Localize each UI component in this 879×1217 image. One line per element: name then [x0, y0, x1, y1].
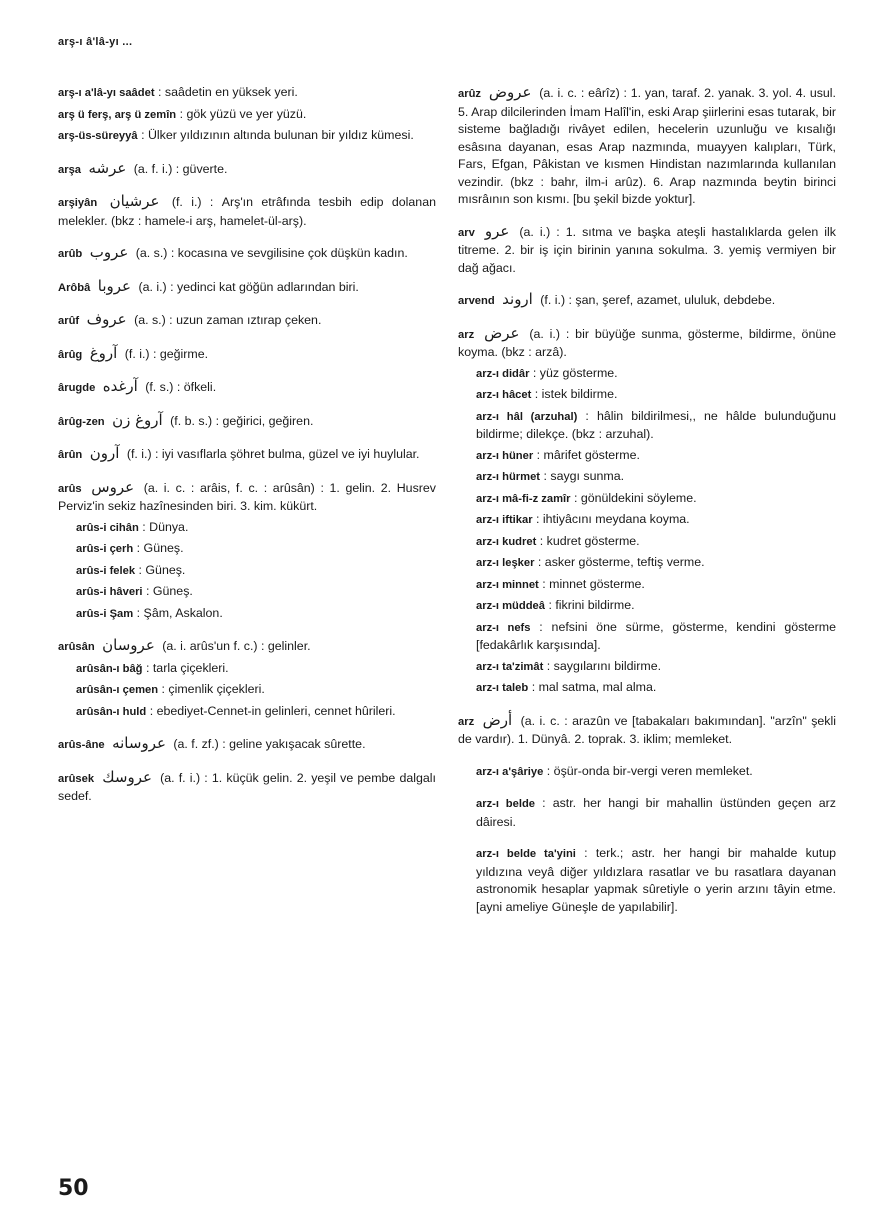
entry-definition: : minnet gösterme. [542, 576, 645, 591]
entry-headword: arv [458, 226, 475, 239]
entry-headword: arûb [58, 248, 83, 260]
entry-definition: : saygılarını bildirme. [546, 658, 662, 673]
entry-definition: : Güneş. [146, 584, 193, 598]
dictionary-entry [476, 845, 836, 916]
entry-definition: : fikrini bildirme. [548, 598, 635, 612]
dictionary-entry [76, 562, 436, 581]
entry-arabic-script: عروض [488, 83, 532, 101]
entry-definition: : gök yüzü ve yer yüzü. [179, 106, 307, 121]
dictionary-entry [476, 763, 836, 782]
dictionary-entry [476, 468, 836, 487]
dictionary-entry [476, 386, 836, 405]
entry-definition: : Şâm, Askalon. [136, 605, 223, 620]
entry-headword: arz [458, 328, 475, 341]
entry-definition: (a. s.) : kocasına ve sevgilisine çok düşkün kadın. [135, 246, 408, 260]
dictionary-entry [476, 576, 836, 595]
dictionary-entry [58, 84, 436, 103]
entry-arabic-script: آروغ [89, 343, 118, 362]
entry-headword: arûsân-ı huld [76, 705, 147, 718]
entry-definition: : öşür-onda bir-vergi veren memleket. [546, 763, 753, 778]
dictionary-entry [458, 84, 836, 209]
entry-headword: arz-ı hâl (arzuhal) [476, 410, 578, 423]
running-head: arş-ı â'lâ-yı ... [58, 36, 133, 48]
dictionary-entry [58, 278, 436, 298]
dictionary-entry [58, 378, 436, 398]
entry-definition: : kudret gösterme. [539, 533, 640, 548]
entry-headword: Arôbâ [58, 281, 91, 294]
entry-arabic-script: عروف [86, 310, 127, 328]
entry-definition: : astr. her hangi bir mahallin üstünden geçen arz dâiresi. [476, 796, 836, 829]
dictionary-entry [76, 519, 436, 538]
right-column [458, 84, 836, 918]
entry-definition: (a. f. i.) : güverte. [133, 161, 228, 176]
entry-headword: arz-ı minnet [476, 578, 539, 591]
entry-headword: arûs-âne [58, 739, 105, 751]
entry-headword: arz-ı iftikar [476, 514, 533, 526]
entry-headword: arûs-i felek [76, 564, 136, 577]
entry-definition: (f. i.) : şan, şeref, azamet, ululuk, debdebe. [540, 293, 776, 307]
entry-arabic-script: اروند [502, 290, 533, 308]
entry-headword: arûs-i hâveri [76, 586, 143, 598]
entry-definition: : terk.; astr. her hangi bir mahalde kutup yıldızına veyâ diğer yıldızlara rasatlar ve bu rasatlara dayanan astronomik hesaplar yapmak sûretiyle o yerin arzını tâyin etme. [ayni ameliye Güneşle de yapılabilir]. [476, 846, 836, 914]
entry-arabic-script: عروب [89, 243, 129, 261]
dictionary-entry [476, 447, 836, 466]
dictionary-entry [476, 408, 836, 444]
entry-headword: arz-ı hâcet [476, 389, 532, 401]
entry-headword: arûsân-ı çemen [76, 684, 159, 696]
dictionary-entry [58, 445, 436, 465]
dictionary-entry [476, 533, 836, 552]
dictionary-entry [476, 597, 836, 616]
dictionary-entry [58, 637, 436, 657]
entry-arabic-script: عروس [91, 477, 135, 496]
entry-arabic-script: عرشه [88, 158, 127, 177]
entry-headword: arûs-i Şam [76, 607, 134, 620]
dictionary-entry [476, 490, 836, 509]
entry-definition: (a. i. c. : arâis, f. c. : arûsân) : 1. gelin. 2. Husrev Perviz'in sekiz hazînesinden biri. 3. kim. kükürt. [58, 480, 436, 513]
dictionary-entry [58, 769, 436, 806]
entry-headword: ârugde [58, 382, 96, 394]
entry-definition: : yüz gösterme. [532, 365, 618, 380]
dictionary-entry [58, 193, 436, 230]
entry-definition: : gönüldekini söyleme. [573, 490, 697, 505]
entry-definition: (f. i.) : Arş'ın etrâfında tesbih edip dolanan melekler. (bkz : hamele-i arş, hamelet-ül-arş). [58, 195, 436, 228]
dictionary-entry [458, 712, 836, 749]
entry-definition: : saygı sunma. [543, 469, 625, 483]
entry-headword: arûs-i çerh [76, 543, 134, 555]
entry-headword: arûz [458, 88, 482, 100]
entry-headword: arz-ı nefs [476, 621, 531, 634]
dictionary-entry [476, 658, 836, 677]
entry-definition: : mal satma, mal alma. [531, 680, 657, 694]
entry-arabic-script: أرض [482, 710, 513, 729]
entry-definition: : ihtiyâcını meydana koyma. [536, 512, 690, 526]
dictionary-entry [476, 511, 836, 530]
dictionary-entry [476, 365, 836, 384]
entry-headword: arz-ı belde ta'yini [476, 848, 576, 860]
dictionary-entry [76, 703, 436, 722]
entry-headword: arûsân-ı bâğ [76, 662, 143, 675]
entry-headword: arşiyân [58, 197, 98, 209]
dictionary-entry [58, 479, 436, 516]
left-column [58, 84, 436, 816]
entry-definition: (a. i.) : bir büyüğe sunma, gösterme, bildirme, önüne koyma. (bkz : arzâ). [458, 326, 837, 359]
entry-definition: : hâlin bildirilmesi,, ne hâlde bulunduğunu bildirme; dilekçe. (bkz : arzuhal). [476, 408, 836, 441]
entry-definition: : istek bildirme. [534, 387, 618, 401]
entry-arabic-script: عرشیان [109, 192, 160, 210]
dictionary-entry [58, 127, 436, 146]
entry-definition: : ebediyet-Cennet-in gelinleri, cennet hûrileri. [149, 703, 396, 718]
dictionary-entry [476, 795, 836, 831]
entry-headword: arz-ı didâr [476, 367, 530, 380]
entry-arabic-script: آرغده [102, 377, 138, 395]
entry-headword: arz-ı müddeâ [476, 600, 546, 612]
dictionary-entry [476, 679, 836, 698]
entry-definition: : Güneş. [136, 541, 184, 555]
dictionary-entry [458, 325, 836, 362]
entry-definition: (a. i. c. : arazûn ve [tabakaları bakımından]. "arzîn" şekli de vardır). 1. Dünyâ. 2. toprak. 3. iklim; memleket. [458, 713, 836, 746]
entry-definition: : tarla çiçekleri. [145, 660, 229, 675]
dictionary-entry [76, 583, 436, 602]
dictionary-entry [58, 412, 436, 432]
entry-definition: (a. i.) : yedinci kat göğün adlarından biri. [138, 279, 359, 294]
dictionary-entry [458, 223, 836, 278]
entry-headword: arş-üs-süreyyâ [58, 130, 138, 142]
entry-arabic-script: آرون [89, 444, 120, 462]
dictionary-entry [476, 619, 836, 655]
entry-headword: arz-ı leşker [476, 557, 535, 569]
dictionary-entry [58, 311, 436, 331]
dictionary-entry [458, 291, 836, 311]
entry-definition: : nefsini öne sürme, gösterme, kendini gösterme [fedakârlık karşısında]. [476, 619, 836, 652]
entry-headword: arz [458, 715, 475, 728]
entry-arabic-script: آروغ زن [112, 410, 163, 429]
entry-definition: : Ülker yıldızının altında bulunan bir yıldız kümesi. [141, 128, 414, 142]
entry-headword: arz-ı kudret [476, 535, 537, 548]
entry-definition: (f. i.) : iyi vasıflarla şöhret bulma, güzel ve iyi huylular. [126, 447, 420, 461]
dictionary-entry [76, 540, 436, 559]
entry-definition: (a. f. i.) : 1. küçük gelin. 2. yeşil ve pembe dalgalı sedef. [58, 770, 436, 803]
entry-definition: (a. f. zf.) : geline yakışacak sûrette. [173, 737, 366, 751]
entry-arabic-script: عروبا [97, 276, 131, 295]
entry-arabic-script: عروسانه [112, 734, 166, 752]
entry-arabic-script: عروسك [102, 767, 152, 786]
entry-definition: (a. i. c. : eârîz) : 1. yan, taraf. 2. yanak. 3. yol. 4. usul. 5. Arap dilcilerinden İmam Halîl'in, eski Arap şiirlerini esas tutarak, bir sisteme bağladığı rivâyet edilen, hecelerin uzunluğu ve kısalığı esâsına dayanan, esas Arap nazmında, muayyen kalıpları, Türk, Fars, Efgan, Pâkistan ve kısmen Hindistan nazımlarında kullanılan vezindir. (bkz : bahr, ilm-i arûz). 6. Arap nazmında beytin birinci mısrâının son kısmı. [bu şekil bizde yoktur]. [458, 86, 837, 206]
dictionary-entry [58, 160, 436, 180]
entry-definition: : asker gösterme, teftiş verme. [537, 555, 705, 569]
entry-headword: arz-ı a'şâriye [476, 765, 544, 778]
entry-headword: arş ü ferş, arş ü zemîn [58, 108, 177, 121]
dictionary-entry [58, 106, 436, 125]
entry-headword: arş-ı a'lâ-yı saâdet [58, 87, 155, 99]
dictionary-entry [76, 681, 436, 700]
entry-definition: : Güneş. [138, 562, 186, 577]
entry-headword: arûsek [58, 772, 95, 785]
dictionary-entry [58, 345, 436, 365]
entry-arabic-script: عروسان [102, 636, 155, 654]
entry-headword: arûs [58, 482, 82, 495]
entry-headword: arûsân [58, 641, 95, 653]
entry-definition: (f. i.) : geğirme. [124, 346, 209, 361]
entry-definition: (f. b. s.) : geğirici, geğiren. [170, 413, 314, 428]
entry-headword: arz-ı taleb [476, 682, 529, 694]
entry-headword: arşa [58, 163, 82, 176]
dictionary-entry [58, 244, 436, 264]
entry-definition: : Dünya. [142, 519, 189, 534]
entry-definition: : mârifet gösterme. [536, 447, 640, 462]
entry-headword: ârûg [58, 348, 83, 361]
entry-definition: (a. i. arûs'un f. c.) : gelinler. [162, 639, 311, 653]
dictionary-entry [476, 554, 836, 573]
entry-definition: (a. i.) : 1. sıtma ve başka ateşli hastalıklarda gelen ilk titreme. 2. bir iş için birinin yanına sokulma. 3. yemiş vermiyen bir dağ ağacı. [458, 224, 836, 275]
entry-headword: arûf [58, 315, 80, 327]
entry-definition: : çimenlik çiçekleri. [161, 682, 265, 696]
entry-headword: arûs-i cihân [76, 521, 139, 534]
dictionary-entry [58, 735, 436, 755]
entry-headword: ârûg-zen [58, 415, 105, 428]
entry-headword: arz-ı mâ-fi-z zamîr [476, 492, 571, 505]
dictionary-entry [76, 660, 436, 679]
entry-definition: (a. s.) : uzun zaman ıztırap çeken. [134, 313, 322, 327]
entry-headword: arz-ı hürmet [476, 471, 541, 483]
entry-headword: arz-ı ta'zimât [476, 660, 544, 673]
entry-headword: ârûn [58, 449, 83, 461]
dictionary-entry [76, 605, 436, 624]
entry-headword: arz-ı hüner [476, 449, 534, 462]
entry-headword: arvend [458, 295, 495, 307]
entry-definition: (f. s.) : öfkeli. [145, 380, 217, 394]
entry-arabic-script: عرو [484, 221, 510, 240]
entry-headword: arz-ı belde [476, 798, 536, 810]
entry-arabic-script: عرض [484, 323, 520, 342]
entry-definition: : saâdetin en yüksek yeri. [158, 85, 298, 99]
page-number: 50 [58, 1176, 89, 1201]
